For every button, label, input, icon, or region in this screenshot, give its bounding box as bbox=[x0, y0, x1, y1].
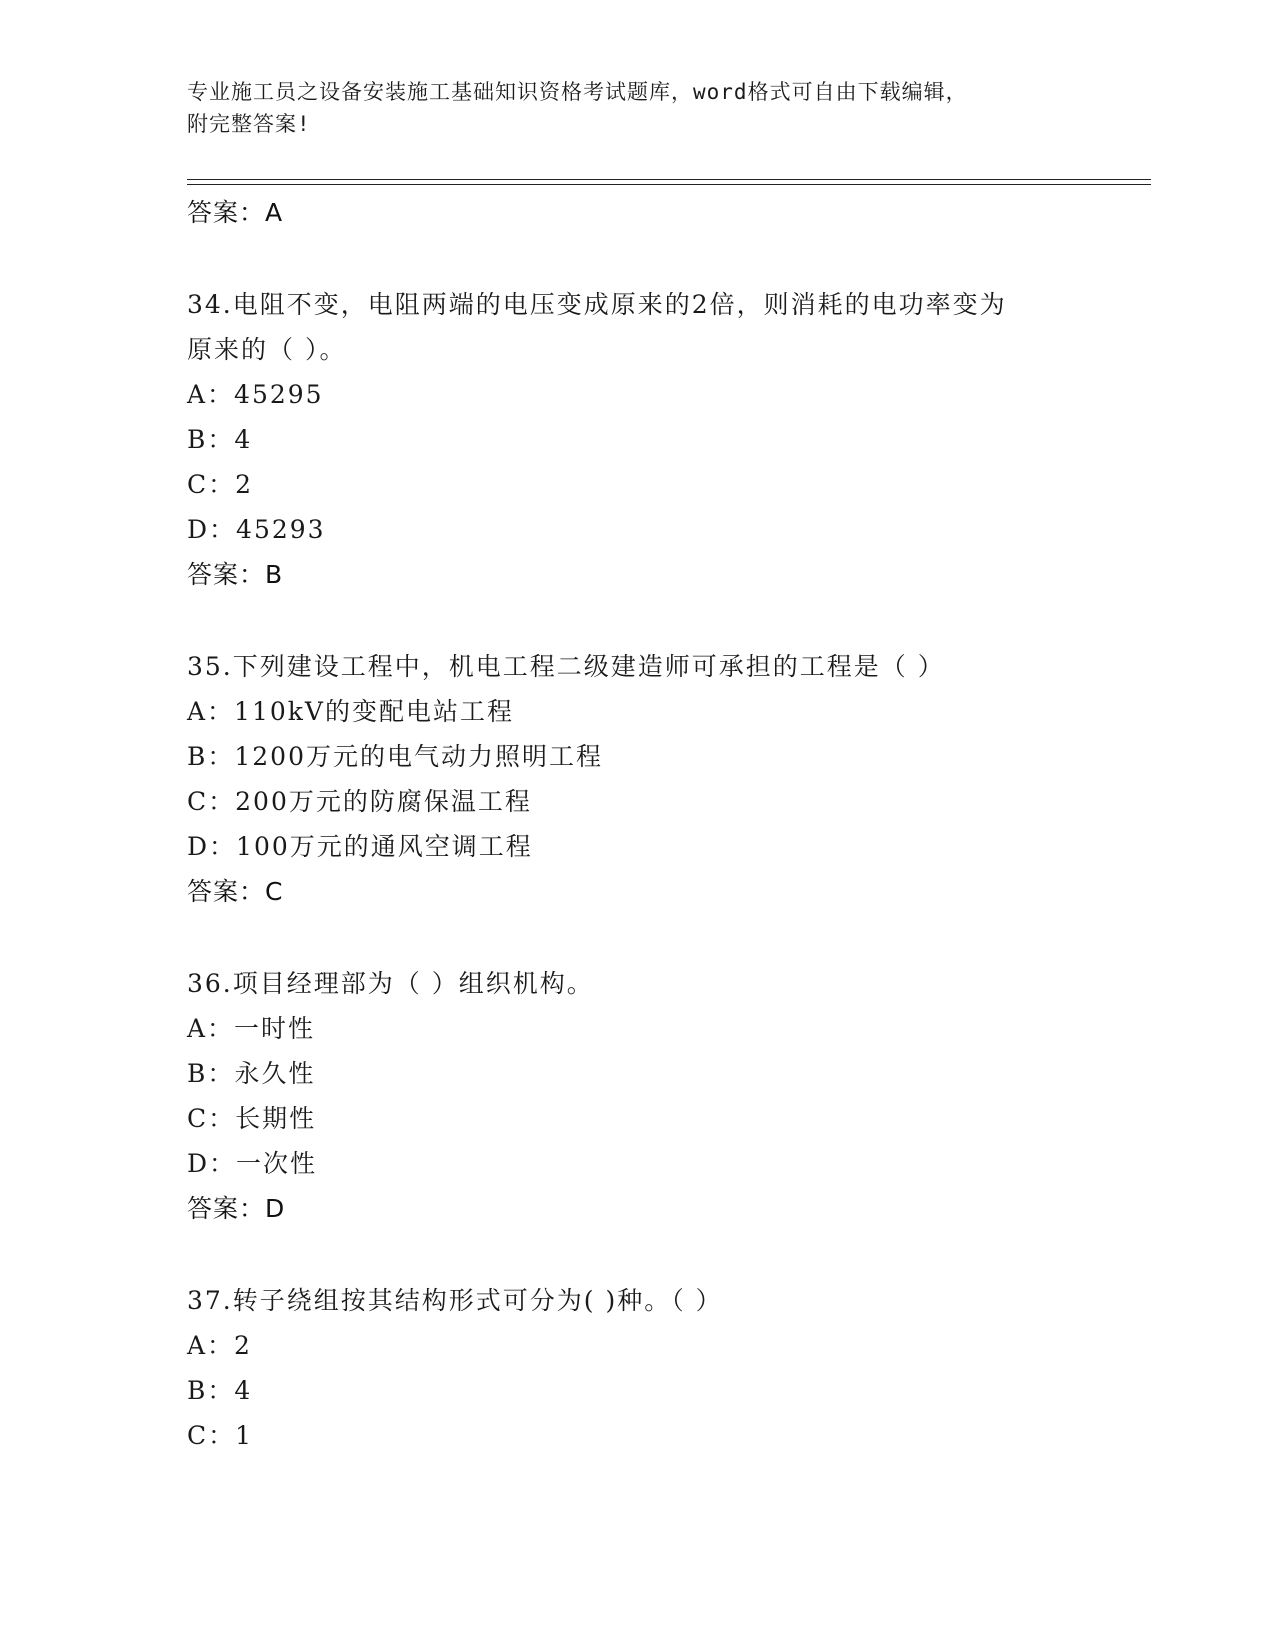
option-line: A：一时性 bbox=[187, 1014, 316, 1043]
option-line: B：4 bbox=[187, 1376, 253, 1405]
option-line: B：1200万元的电气动力照明工程 bbox=[187, 742, 603, 771]
option-line: A：110kV的变配电站工程 bbox=[187, 697, 514, 726]
question-stem: 37.转子绕组按其结构形式可分为( )种。（ ） bbox=[187, 1286, 723, 1315]
header-line-1: 专业施工员之设备安装施工基础知识资格考试题库，word格式可自由下载编辑， bbox=[187, 80, 968, 104]
option-line: C：长期性 bbox=[187, 1104, 317, 1133]
header-rule-bottom bbox=[187, 184, 1151, 185]
option-line: B：4 bbox=[187, 425, 253, 454]
spacer bbox=[187, 235, 1087, 282]
answer-line: 答案：A bbox=[187, 198, 284, 227]
spacer bbox=[187, 914, 1087, 961]
answer-line: 答案：B bbox=[187, 560, 284, 589]
question-stem: 34.电阻不变，电阻两端的电压变成原来的2倍，则消耗的电功率变为 bbox=[187, 290, 1007, 319]
option-line: A：45295 bbox=[187, 380, 324, 409]
document-header bbox=[187, 76, 1067, 140]
option-line: C：1 bbox=[187, 1421, 254, 1450]
option-line: D：100万元的通风空调工程 bbox=[187, 832, 533, 861]
option-line: D：一次性 bbox=[187, 1149, 318, 1178]
question-block bbox=[187, 961, 1087, 1231]
option-line: B：永久性 bbox=[187, 1059, 316, 1088]
option-line: D：45293 bbox=[187, 515, 326, 544]
question-list bbox=[187, 190, 1087, 1458]
option-line: C：200万元的防腐保温工程 bbox=[187, 787, 532, 816]
question-block bbox=[187, 644, 1087, 914]
answer-line: 答案：C bbox=[187, 877, 284, 906]
question-stem: 原来的（ ）。 bbox=[187, 335, 347, 364]
header-line-2: 附完整答案! bbox=[187, 112, 311, 136]
option-line: C：2 bbox=[187, 470, 254, 499]
spacer bbox=[187, 597, 1087, 644]
question-stem: 35.下列建设工程中，机电工程二级建造师可承担的工程是（ ） bbox=[187, 652, 945, 681]
option-line: A：2 bbox=[187, 1331, 252, 1360]
question-stem: 36.项目经理部为（ ）组织机构。 bbox=[187, 969, 594, 998]
spacer bbox=[187, 1231, 1087, 1278]
question-block bbox=[187, 1278, 1087, 1458]
question-block bbox=[187, 282, 1087, 597]
header-rule-top bbox=[187, 179, 1151, 180]
answer-line: 答案：D bbox=[187, 1194, 286, 1223]
